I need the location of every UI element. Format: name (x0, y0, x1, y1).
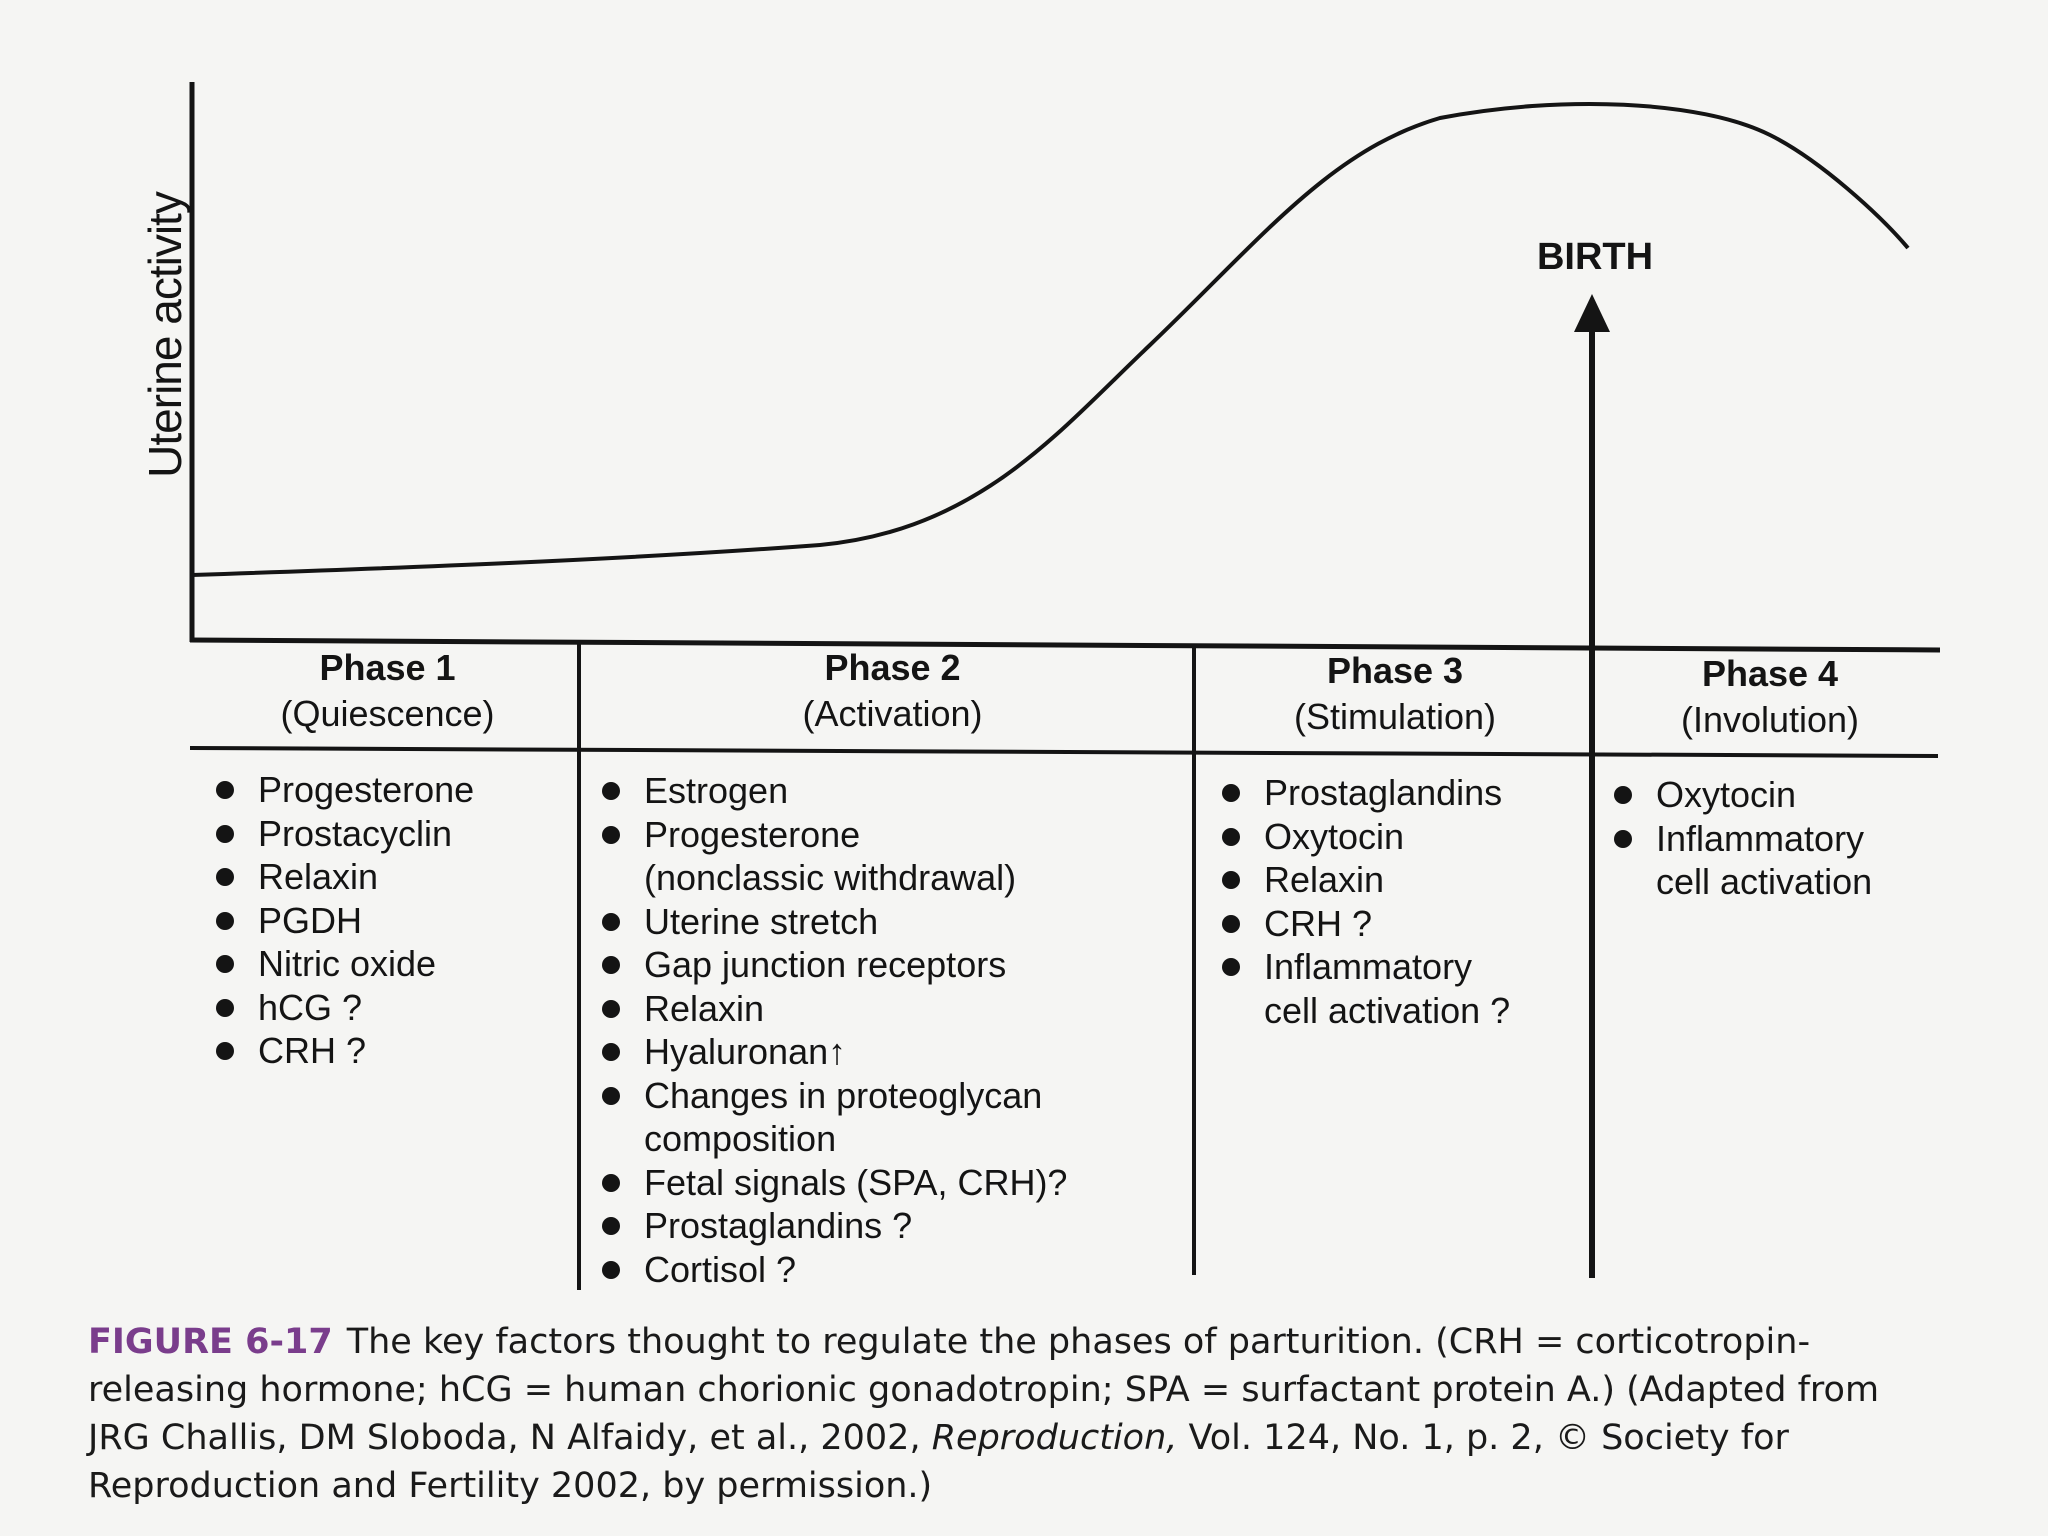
list-item: Cortisol ? (598, 1248, 1067, 1292)
y-axis-label: Uterine activity (139, 192, 191, 478)
list-item: Relaxin (1218, 858, 1510, 902)
list-item: CRH ? (1218, 902, 1510, 946)
phase-3-factors (1218, 771, 1510, 1032)
uterine-activity-curve (192, 104, 1908, 575)
phase-2-name: Phase 2 (824, 647, 961, 688)
list-item: Progesterone (212, 768, 474, 812)
list-item: Nitric oxide (212, 942, 474, 986)
list-item: Changes in proteoglycan (598, 1074, 1067, 1118)
list-item: composition (644, 1118, 837, 1159)
list-item: Relaxin (598, 987, 1067, 1031)
phase-1-factors (212, 768, 474, 1073)
birth-arrow-head (1574, 294, 1610, 332)
figure-label: FIGURE 6-17 (88, 1322, 333, 1362)
phase-3-header (1200, 648, 1590, 740)
phase-2-factors (598, 769, 1067, 1291)
phase-4-factors (1610, 773, 1872, 904)
phase-2-subtitle: (Activation) (802, 693, 983, 734)
list-item: Estrogen (598, 769, 1067, 813)
phase-1-subtitle: (Quiescence) (280, 693, 495, 734)
caption-journal: Reproduction, (931, 1418, 1178, 1458)
list-item: Oxytocin (1610, 773, 1872, 817)
list-item: PGDH (212, 899, 474, 943)
list-item: Gap junction receptors (598, 943, 1067, 987)
phase-4-subtitle: (Involution) (1680, 699, 1860, 740)
phase-1-name: Phase 1 (319, 647, 456, 688)
list-item: Prostaglandins ? (598, 1204, 1067, 1248)
phase-3-subtitle: (Stimulation) (1293, 696, 1497, 737)
list-item: Inflammatory (1218, 945, 1510, 989)
list-item: (nonclassic withdrawal) (644, 857, 1017, 898)
caption-text: The key factors thought to regulate the phases of parturition. (CRH = corticotropin-releasing hormone; hCG = human chorionic gonadotropin; SPA = surfactant protein A.) (Adapted from JRG Challis, DM Sloboda, N Alfaidy, et al., 2002, (88, 1322, 1880, 1458)
list-item: cell activation ? (1264, 989, 1511, 1031)
list-item: Progesterone (598, 813, 1067, 857)
phase-4-header (1600, 651, 1940, 743)
phase-2-header (700, 645, 1085, 737)
list-item: hCG ? (212, 986, 474, 1030)
list-item: Uterine stretch (598, 900, 1067, 944)
birth-label: BIRTH (1536, 236, 1654, 278)
list-item: Inflammatory (1610, 817, 1872, 861)
list-item: Relaxin (212, 855, 474, 899)
list-item: CRH ? (212, 1029, 474, 1073)
phase-4-name: Phase 4 (1701, 653, 1839, 694)
header-divider (190, 748, 1938, 756)
list-item: Fetal signals (SPA, CRH)? (598, 1161, 1067, 1205)
phase-1-header (200, 645, 575, 737)
caption-text-end: Vol. 124, No. 1, p. 2, © Society for Reproduction and Fertility 2002, by permission.) (88, 1418, 1789, 1506)
list-item: Hyaluronan↑ (598, 1030, 1067, 1074)
list-item: cell activation (1656, 861, 1873, 902)
list-item: Prostaglandins (1218, 771, 1510, 815)
list-item: Oxytocin (1218, 815, 1510, 859)
list-item: Prostacyclin (212, 812, 474, 856)
phase-3-name: Phase 3 (1326, 650, 1464, 691)
figure-caption (88, 1318, 1938, 1510)
